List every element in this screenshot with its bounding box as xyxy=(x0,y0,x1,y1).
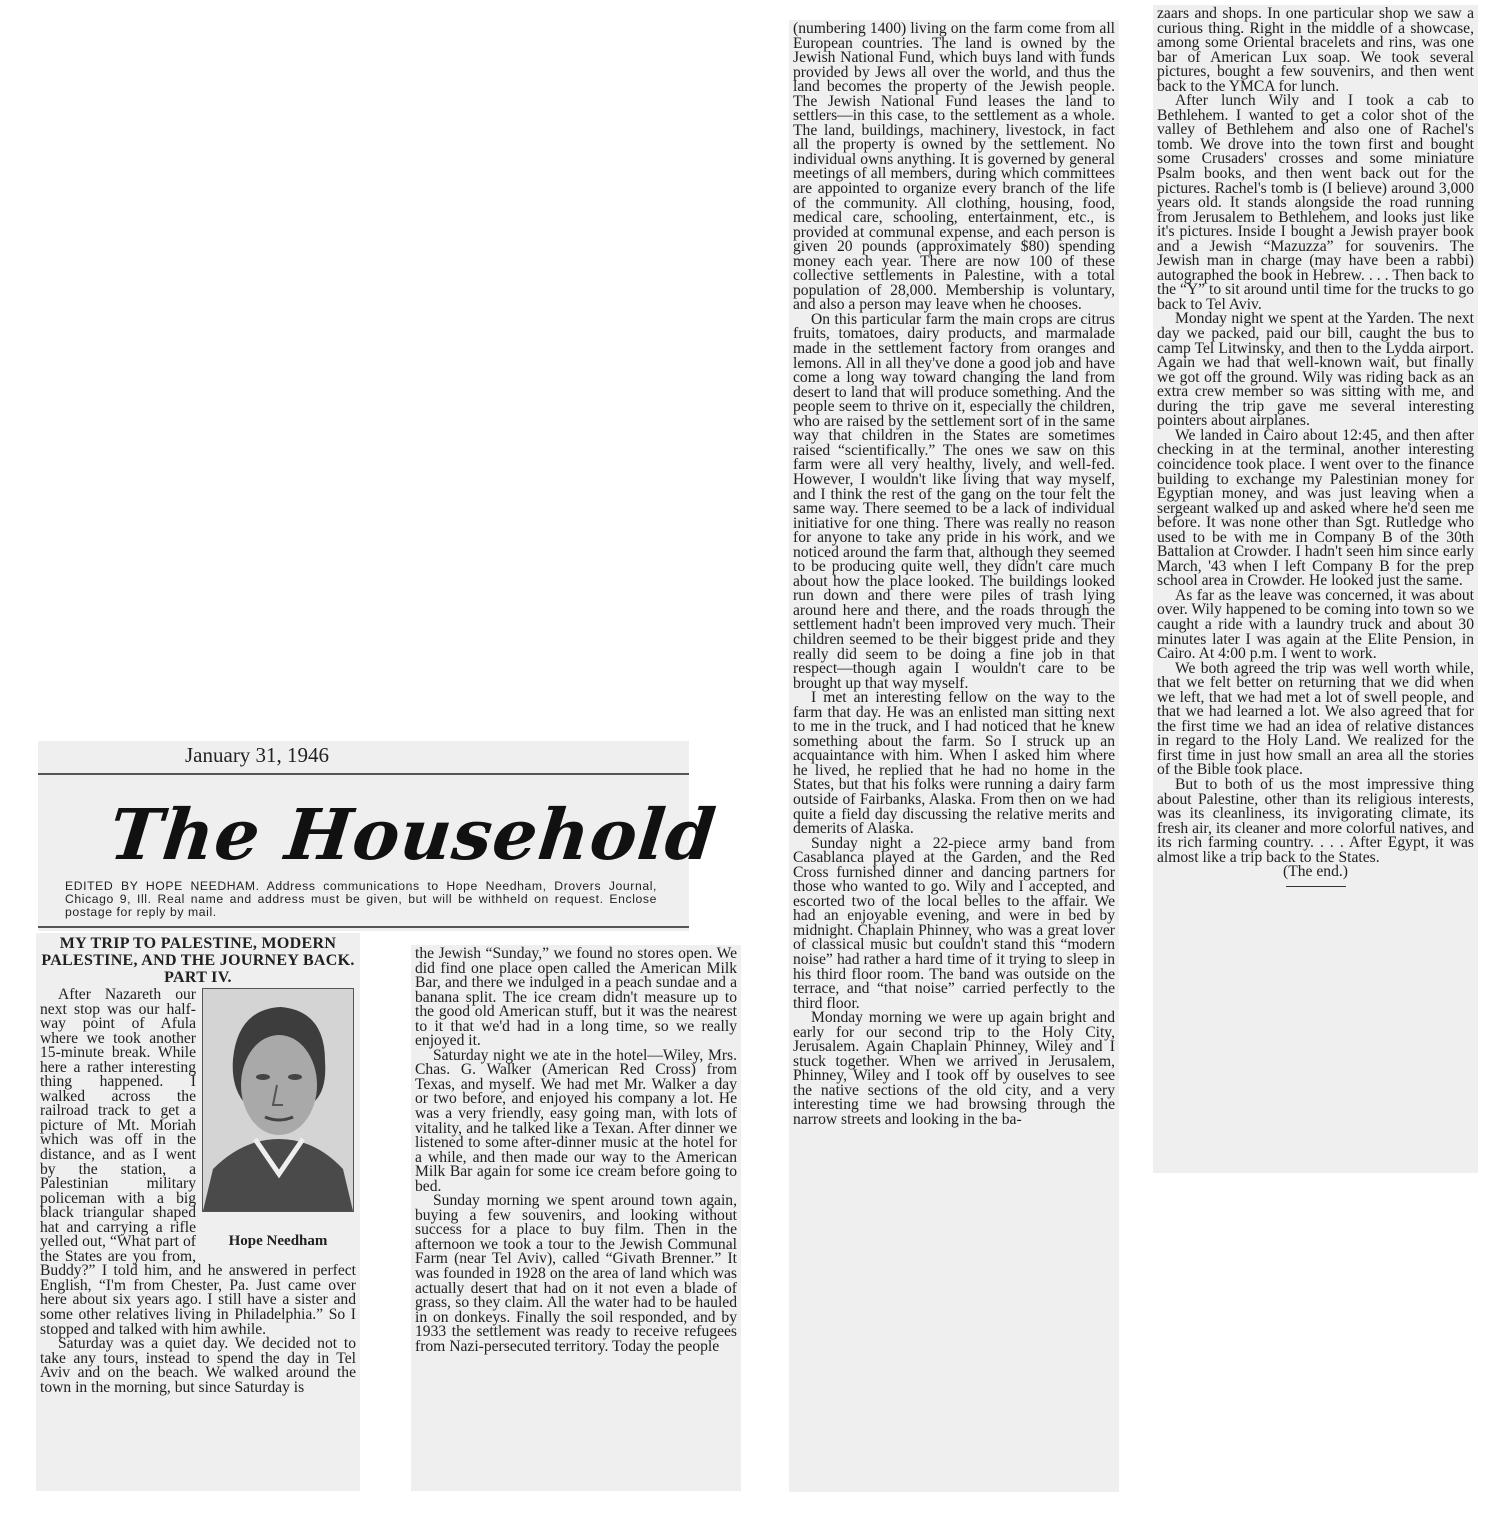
column-1-text xyxy=(40,935,356,1395)
article-headline: MY TRIP TO PALESTINE, MODERN PALESTINE, AND THE JOURNEY BACK. PART IV. xyxy=(41,935,355,986)
col3-para-5: Monday morning we were up again bright and early for our second trip to the Holy City, Jerusalem. Again Chaplain Phinney, Wiley and I stuck together. When we arrived in Jerusalem, Phinney, Wiley and I took off by ouselves to see the native sections of the old city, and a very interesting time we had browsing through the narrow streets and looking in the ba- xyxy=(793,1009,1115,1129)
column-3-text xyxy=(793,22,1115,1128)
article-column-4 xyxy=(1153,5,1478,1173)
col2-para-3: Sunday morning we spent around town again, buying a few souvenirs, and looking without success for a place to buy film. Then in the afternoon we took a tour to the Jewish Communal Farm (near Tel Aviv), called “Givath Brenner.” It was founded in 1928 on the area of land which was actually desert that had on it not even a blade of grass, so they claim. All the water had to be hauled in on donkeys. Finally the soil responded, and by 1933 the settlement was ready to receive refugees from Nazi-persecuted territory. Today the people xyxy=(415,1192,737,1355)
col4-para-4: We landed in Cairo about 12:45, and then after checking in at the terminal, another interesting coincidence took place. I went over to the finance building to exchange my Palestinian money for Egyptian money, and was just leaving when a sergeant walked up and asked where he'd seen me before. It was none other than Sgt. Rutledge who used to be with me in Company B of the 30th Battalion at Crowder. I hadn't seen him since early March, '43 when I left Company B for the prep school area in Crowder. He looked just the same. xyxy=(1157,426,1474,590)
masthead-rule-bottom xyxy=(38,926,689,928)
column-4-text xyxy=(1157,7,1474,887)
col3-para-4: Sunday night a 22-piece army band from Casablanca played at the Garden, and the Red Cross furnished dinner and dancing partners for those who wanted to go. Wily and I accepted, and escorted two of the local belles to the affair. We had an enjoyable evening, and were in bed by midnight. Chaplain Phinney, who was a great lover of classical music but couldn't stand this “modern noise” had rather a hard time of it trying to sleep in his third floor room. The band was outside on the terrace, and “that noise” carried perfectly to the third floor. xyxy=(793,834,1115,1012)
col4-para-7: But to both of us the most impressive thing about Palestine, other than its religious interests, was its cleanliness, its invigorating climate, its fresh air, its cleaner and more colorful natives, and its rich farming country. . . . After Egypt, it was almost like a trip back to the States. xyxy=(1157,775,1474,866)
author-portrait xyxy=(202,988,354,1212)
end-note: (The end.) xyxy=(1283,863,1348,881)
masthead-credits: EDITED BY HOPE NEEDHAM. Address communications to Hope Needham, Drovers Journal, Chicago 9, Ill. Real name and address must be given, but will be withheld on request. Enclose postage for reply by mail. xyxy=(65,879,657,919)
masthead-date: January 31, 1946 xyxy=(185,743,330,767)
col4-para-5: As far as the leave was concerned, it was about over. Wily happened to be coming into town so we caught a ride with a laundry truck and about 30 minutes later I was again at the Elite Pension, in Cairo. At 4:00 p.m. I went to work. xyxy=(1157,586,1474,663)
col4-para-6: We both agreed the trip was well worth while, that we felt better on returning that we did when we left, that we had met a lot of swell people, and that we had learned a lot. We also agreed that for the first time we had an idea of relative distances in regard to the Holy Land. We realized for the first time in just how small an area all the stories of the Bible took place. xyxy=(1157,659,1474,779)
col4-para-1: zaars and shops. In one particular shop we saw a curious thing. Right in the middle of a showcase, among some Oriental bracelets and rins, was one bar of American Lux soap. We took several pictures, bought a few souvenirs, and then went back to the YMCA for lunch. xyxy=(1157,5,1474,95)
col1-para-1: After Nazareth our next stop was our half-way point of Afula where we took another 15-minute break. While here a rather interesting thing happened. I walked across the railroad track to get a picture of Mt. Moriah which was off in the distance, and as I went by the station, a Palestinian military policeman with a big black triangular shaped hat and carrying a rifle yelled out, “What part of the States are you from, Buddy?” I told him, and he answered in perfect English, “I'm from Chester, Pa. Just came over here about six years ago. I still have a sister and some other relatives living in Philadelphia.” So I stopped and talked with him awhile. xyxy=(40,986,356,1338)
col4-para-3: Monday night we spent at the Yarden. The next day we packed, paid our bill, caught the bus to camp Tel Litwinsky, and then to the Lydda airport. Again we had that well-known wait, but finally we got off the ground. Wily was riding back as an extra crew member so was sitting with me, and during the trip gave me several interesting pointers about airplanes. xyxy=(1157,310,1474,430)
article-column-3 xyxy=(789,20,1119,1492)
author-photo xyxy=(202,988,354,1258)
col1-para-2: Saturday was a quiet day. We decided not to take any tours, instead to spend the day in Tel Aviv and on the beach. We walked around the town in the morning, but since Saturday is xyxy=(40,1335,356,1396)
col2-para-1: the Jewish “Sunday,” we found no stores open. We did find one place open called the American Milk Bar, and there we indulged in a peach sundae and a banana split. The ice cream didn't measure up to the good old American stuff, but it was the nearest to it that we'd had in a long time, so we really enjoyed it. xyxy=(415,945,737,1050)
col3-para-3: I met an interesting fellow on the way to the farm that day. He was an enlisted man sitting next to me in the truck, and I had noticed that he knew something about the farm. So I struck up an acquaintance with him. When I asked him where he lived, he replied that he had no home in the States, but that his folks were running a dairy farm outside of Fairbanks, Alaska. From then on we had quite a field day discussing the relative merits and demerits of Alaska. xyxy=(793,689,1115,838)
masthead-rule-top xyxy=(38,773,689,775)
masthead-title: The Household xyxy=(105,793,721,876)
col3-para-1: (numbering 1400) living on the farm come from all European countries. The land is owned by the Jewish National Fund, which buys land with funds provided by Jews all over the world, and thus the land becomes the property of the Jewish people. The Jewish National Fund leases the land to settlers—in this case, to the settlement as a whole. The land, buildings, machinery, livestock, in fact all the property is owned by the settlement. No individual owns anything. It is governed by general meetings of all members, during which committees are appointed to organize every branch of the life of the community. All clothing, housing, food, medical care, schooling, entertainment, etc., is provided at communal expense, and each person is given 20 pounds (approximately $80) spending money each year. There are now 100 of these collective settlements in Palestine, with a total population of 28,000. Membership is voluntary, and also a person may leave when he chooses. xyxy=(793,20,1115,314)
col4-para-2: After lunch Wily and I took a cab to Bethlehem. I wanted to get a color shot of the valley of Bethlehem and also one of Rachel's tomb. We drove into the town first and bought some Crusaders' crosses and some miniature Psalm books, and then went back out for the pictures. Rachel's tomb is (I believe) around 3,000 years old. It stands alongside the road running from Jerusalem to Bethlehem, and looks just like it's pictures. Inside I bought a Jewish prayer book and a Jewish “Mazuzza” for souvenirs. The Jewish man in charge (may have been a rabbi) autographed the book in Hebrew. . . . Then back to the “Y” to sit around until time for the trucks to go back to Tel Aviv. xyxy=(1157,92,1474,313)
column-2-text xyxy=(415,947,737,1354)
col2-para-2: Saturday night we ate in the hotel—Wiley, Mrs. Chas. G. Walker (American Red Cross) from Texas, and myself. We had met Mr. Walker a day or two before, and enjoyed his company a lot. He was a very friendly, easy going man, with lots of vitality, and he talked like a Texan. After dinner we listened to some after-dinner music at the hotel for a while, and then made our way to the American Milk Bar again for some ice cream before going to bed. xyxy=(415,1046,737,1195)
portrait-image xyxy=(203,989,353,1211)
end-rule xyxy=(1286,886,1346,887)
col3-para-2: On this particular farm the main crops are citrus fruits, tomatoes, dairy products, and marmalade made in the settlement factory from oranges and lemons. All in all they've done a good job and have come a long way toward changing the land from desert to land that will produce something. And the people seem to thrive on it, especially the children, who are raised by the settlement sort of in the same way that children in the States are sometimes raised “scientifically.” The ones we saw on this farm were all very healthy, lively, and well-fed. However, I wouldn't like living that way myself, and I think the rest of the gang on the tour felt the same way. There seemed to be a lack of individual initiative for one thing. There was really no reason for anyone to take any pride in his work, and we noticed around the farm that, although they seemed to be producing quite well, they didn't care much about how the place looked. The buildings looked run down and there were piles of trash lying around here and there, and the roads through the settlement hadn't been improved very much. Their children seemed to be their biggest pride and they really did seem to be doing a fine job in that respect—though again I wouldn't care to be brought up that way myself. xyxy=(793,310,1115,692)
article-column-1 xyxy=(36,933,360,1491)
photo-caption: Hope Needham xyxy=(228,1233,328,1249)
article-column-2 xyxy=(411,945,741,1491)
